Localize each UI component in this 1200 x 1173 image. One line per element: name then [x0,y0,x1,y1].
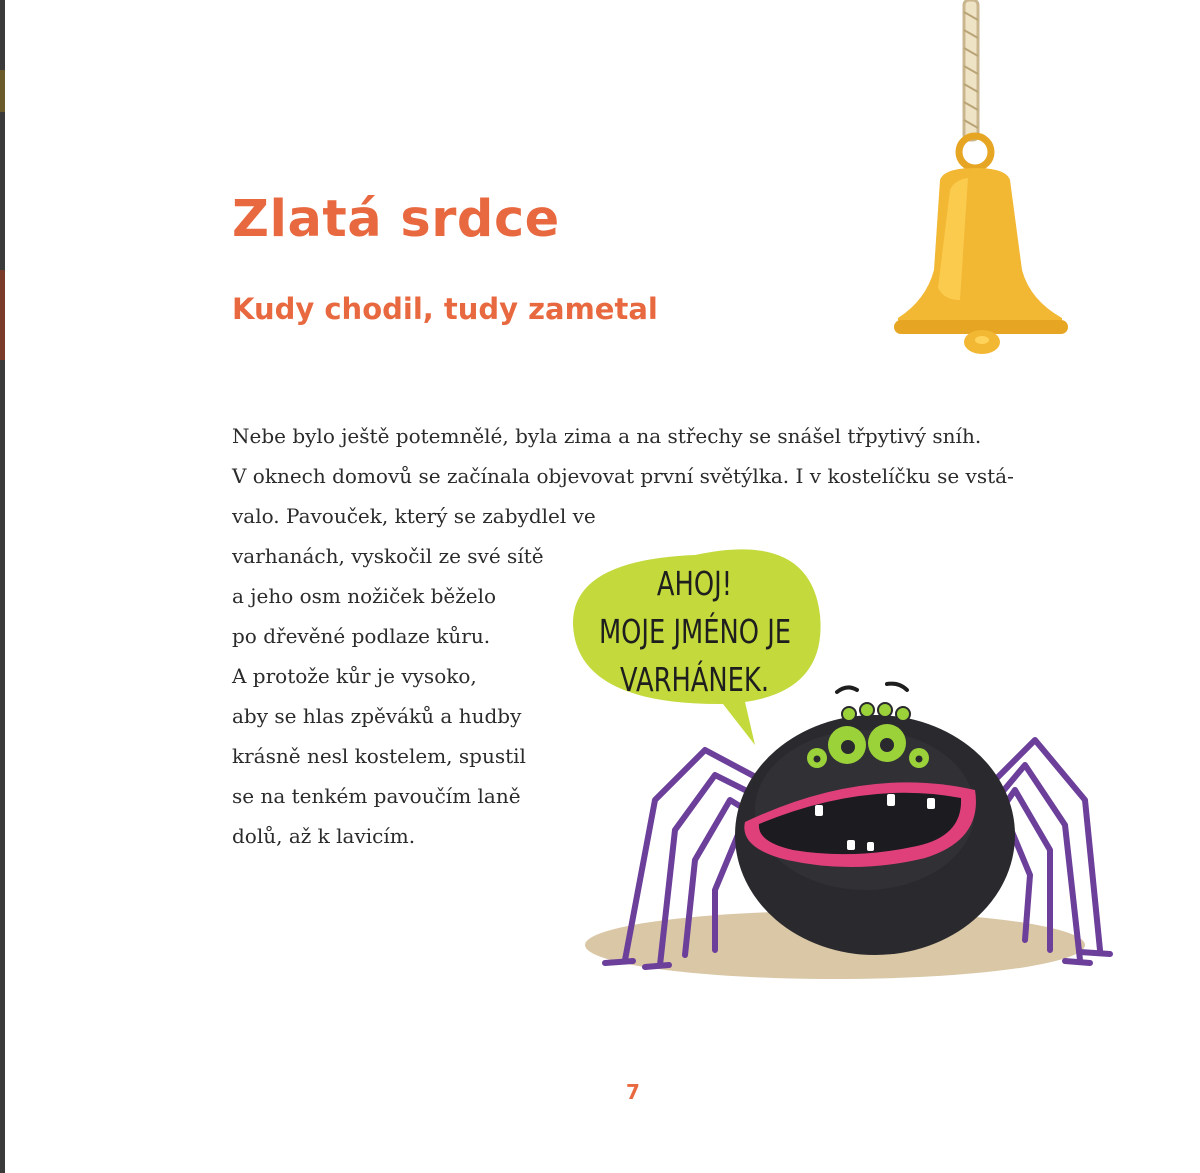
text-line: a jeho osm nožiček běželo [232,584,497,608]
text-line: dolů, až k lavicím. [232,824,416,848]
text-line: varhanách, vyskočil ze své sítě [232,544,544,568]
text-line: V oknech domovů se začínala objevovat první světýlka. I v kostelíčku se vstá- [232,464,1014,488]
speech-bubble-text [599,560,790,704]
page-number: 7 [626,1080,640,1104]
text-line: Nebe bylo ještě potemnělé, byla zima a na střechy se snášel třpytivý sníh. [232,424,982,448]
speech-line: AHOJ! [656,564,733,603]
chapter-subtitle: Kudy chodil, tudy zametal [232,292,658,326]
text-line: krásně nesl kostelem, spustil [232,744,526,768]
text-line: po dřevěné podlaze kůru. [232,624,491,648]
text-line: aby se hlas zpěváků a hudby [232,704,522,728]
chapter-title: Zlatá srdce [232,190,560,249]
text-line: A protože kůr je vysoko, [232,664,477,688]
bell-icon [890,0,1072,360]
speech-line: VARHÁNEK. [619,660,770,699]
speech-line: MOJE JMÉNO JE [598,612,792,651]
text-line: valo. Pavouček, který se zabydlel ve [232,504,596,528]
text-line: se na tenkém pavoučím laně [232,784,521,808]
